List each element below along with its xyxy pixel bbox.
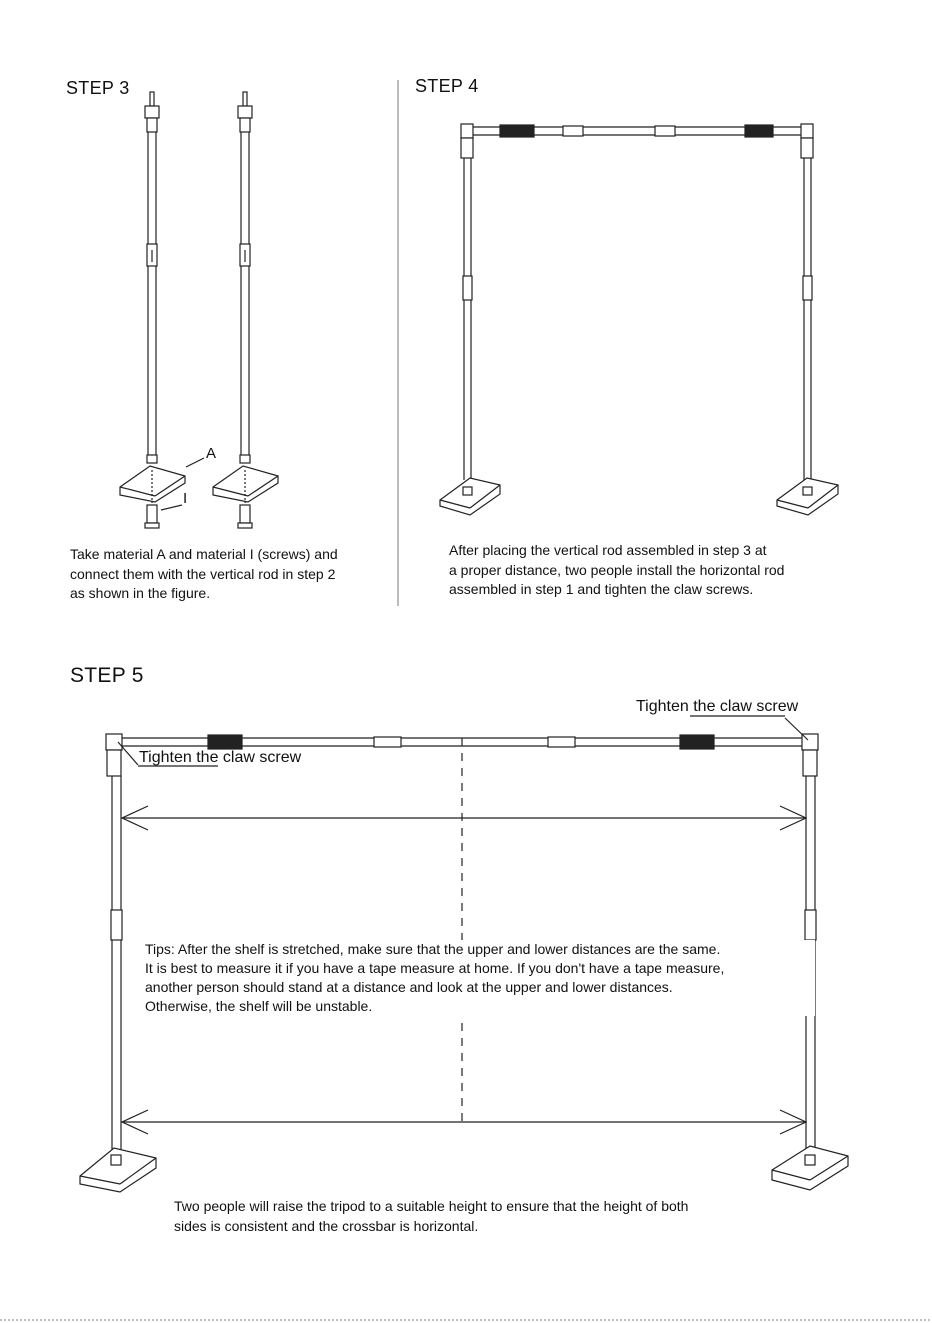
callout-tighten-right: Tighten the claw screw <box>636 698 799 715</box>
step4-caption <box>449 541 849 600</box>
step3-rod-left <box>145 92 159 463</box>
step3-caption-line: connect them with the vertical rod in step 2 <box>70 565 336 582</box>
step4-frame <box>440 124 838 515</box>
step4-caption-line: assembled in step 1 and tighten the claw screws. <box>449 581 754 597</box>
step4-title: STEP 4 <box>415 76 479 96</box>
step5-caption-line: Two people will raise the tripod to a suitable height to ensure that the height of both <box>174 1198 689 1214</box>
tips-line: Tips: After the shelf is stretched, make sure that the upper and lower distances are the same. <box>145 941 721 957</box>
step3-caption-line: as shown in the figure. <box>70 585 211 601</box>
step5-caption-line: sides is consistent and the crossbar is horizontal. <box>174 1217 479 1234</box>
lower-distance-arrow <box>122 1110 806 1134</box>
upper-distance-arrow <box>122 806 806 830</box>
step3-caption <box>70 545 390 604</box>
step3-caption-line: Take material A and material I (screws) and <box>70 546 338 562</box>
step5-caption <box>174 1197 794 1236</box>
tips-line: another person should stand at a distance and look at the upper and lower distances. <box>145 979 673 995</box>
label-material-a: A <box>206 445 217 462</box>
step4-caption-line: After placing the vertical rod assembled in step 3 at <box>449 542 767 558</box>
step3-base-right <box>213 466 278 528</box>
step4-caption-line: a proper distance, two people install the horizontal rod <box>449 561 785 578</box>
step3-base-left <box>120 458 204 528</box>
tips-line: It is best to measure it if you have a tape measure at home. If you don't have a tape measure, <box>145 960 725 976</box>
step5-title: STEP 5 <box>70 664 144 687</box>
callout-right-leader <box>785 718 808 740</box>
tips-line: Otherwise, the shelf will be unstable. <box>145 998 373 1014</box>
label-material-i: I <box>183 490 188 507</box>
callout-tighten-left: Tighten the claw screw <box>139 749 302 766</box>
step5-tips <box>145 940 815 1016</box>
step3-rod-right <box>238 92 252 463</box>
step3-title: STEP 3 <box>66 78 130 98</box>
